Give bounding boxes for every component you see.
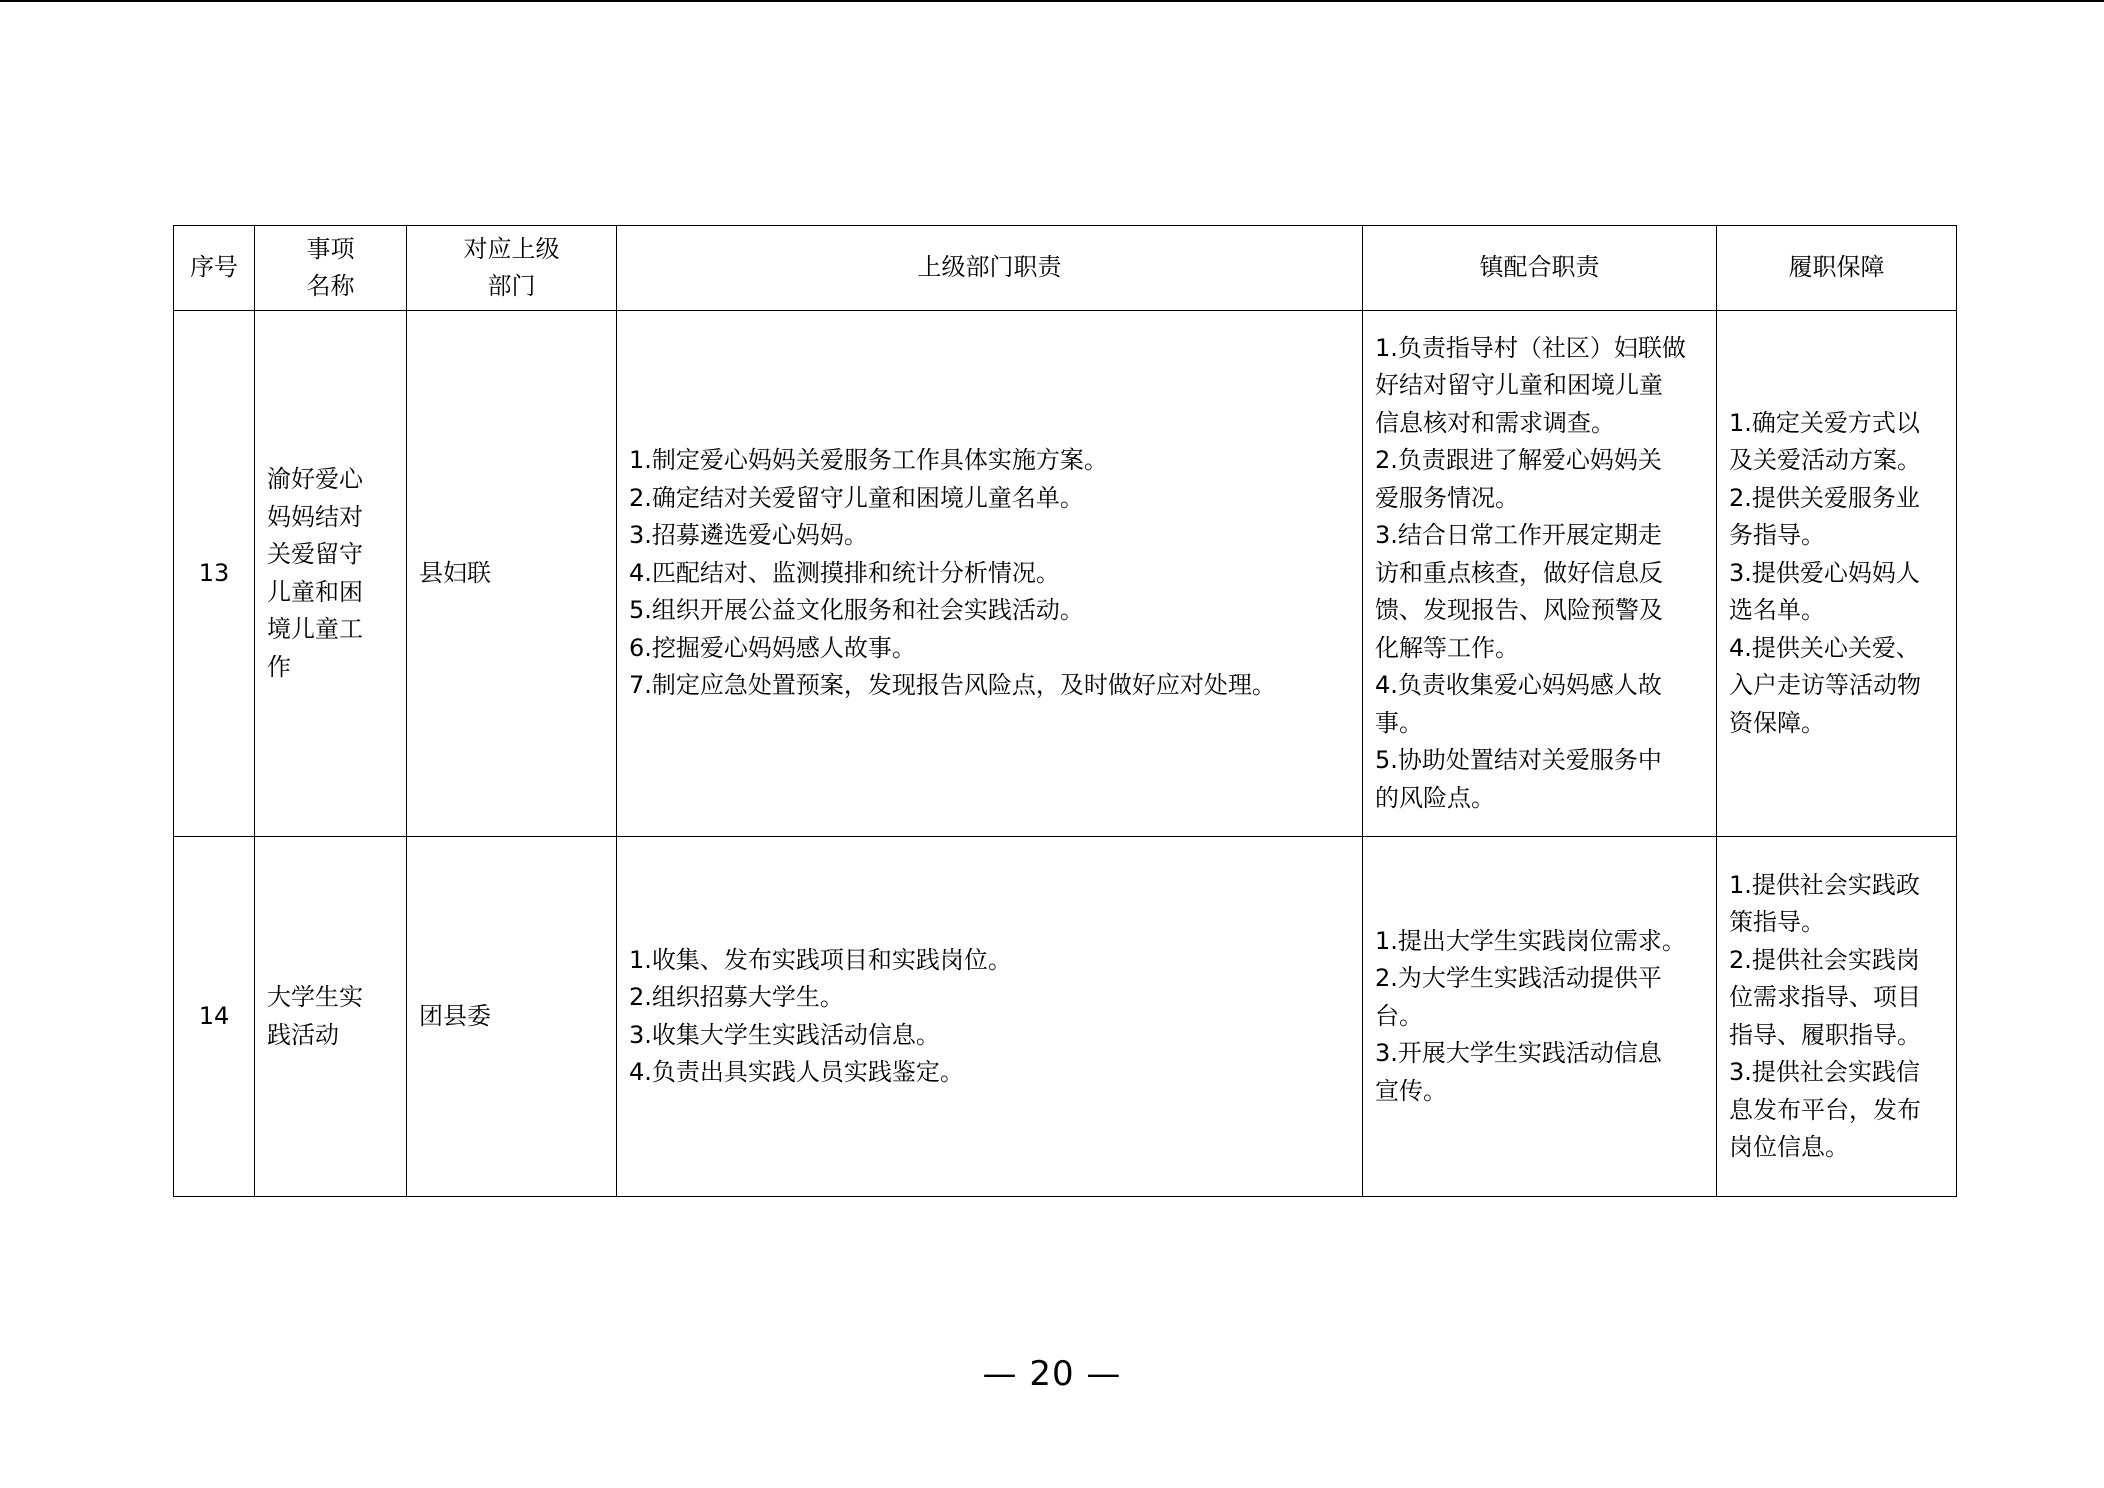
town-duty-line: 4.负责收集爱心妈妈感人故 — [1375, 671, 1662, 700]
town-duty-line: 馈、发现报告、风险预警及 — [1375, 596, 1663, 625]
upper-duty-item: 7.制定应急处置预案，发现报告风险点，及时做好应对处理。 — [629, 671, 1276, 700]
table-row — [174, 837, 1957, 1197]
upper-duty-item: 4.负责出具实践人员实践鉴定。 — [629, 1058, 964, 1086]
upper-duty-item: 1.制定爱心妈妈关爱服务工作具体实施方案。 — [629, 446, 1108, 475]
header-guarantee: 履职保障 — [1717, 226, 1957, 311]
guarantee-line: 岗位信息。 — [1729, 1133, 1849, 1161]
row-town-duty — [1363, 311, 1717, 837]
row-upper-duty — [617, 837, 1363, 1197]
row-seq: 14 — [174, 837, 255, 1197]
guarantee-line: 入户走访等活动物 — [1729, 671, 1921, 700]
town-duty-line: 3.结合日常工作开展定期走 — [1375, 521, 1662, 550]
item-name-line: 关爱留守 — [267, 540, 363, 568]
town-duty-line: 1.负责指导村（社区）妇联做 — [1375, 333, 1686, 362]
header-dept-line: 对应上级 — [463, 234, 560, 263]
header-seq: 序号 — [174, 226, 255, 311]
item-name-line: 渝好爱心 — [267, 465, 363, 493]
town-duty-line: 5.协助处置结对关爱服务中 — [1375, 746, 1662, 775]
row-guarantee — [1717, 837, 1957, 1197]
upper-duty-item: 5.组织开展公益文化服务和社会实践活动。 — [629, 596, 1084, 625]
item-name-line: 作 — [267, 652, 291, 681]
town-duty-line: 好结对留守儿童和困境儿童 — [1375, 371, 1663, 400]
town-duty-line: 访和重点核查，做好信息反 — [1375, 558, 1663, 587]
duty-table — [173, 225, 1957, 1197]
header-town-duty: 镇配合职责 — [1363, 226, 1717, 311]
header-upper-duty: 上级部门职责 — [617, 226, 1363, 311]
guarantee-line: 及关爱活动方案。 — [1729, 446, 1921, 475]
guarantee-line: 息发布平台，发布 — [1729, 1095, 1921, 1124]
town-duty-line: 2.负责跟进了解爱心妈妈关 — [1375, 446, 1662, 475]
item-name-line: 大学生实 — [267, 983, 363, 1011]
guarantee-line: 3.提供爱心妈妈人 — [1729, 558, 1920, 587]
guarantee-line: 2.提供关爱服务业 — [1729, 483, 1920, 512]
item-name-line: 践活动 — [267, 1020, 339, 1049]
guarantee-line: 4.提供关心关爱、 — [1729, 633, 1920, 662]
guarantee-line: 指导、履职指导。 — [1729, 1020, 1921, 1049]
item-name-line: 妈妈结对 — [267, 502, 363, 531]
row-seq: 13 — [174, 311, 255, 837]
top-border-line — [0, 0, 2104, 2]
table-row — [174, 311, 1957, 837]
town-duty-line: 化解等工作。 — [1375, 633, 1519, 662]
row-item-name — [255, 837, 407, 1197]
item-name-line: 儿童和困 — [267, 577, 363, 606]
upper-duty-item: 2.确定结对关爱留守儿童和困境儿童名单。 — [629, 483, 1084, 512]
item-name-line: 境儿童工 — [267, 615, 363, 643]
upper-duty-item: 6.挖掘爱心妈妈感人故事。 — [629, 633, 916, 662]
town-duty-line: 事。 — [1375, 708, 1423, 737]
guarantee-line: 务指导。 — [1729, 521, 1825, 550]
header-name — [255, 226, 407, 311]
row-upper-dept: 团县委 — [407, 837, 617, 1197]
upper-duty-item: 3.收集大学生实践活动信息。 — [629, 1020, 940, 1049]
header-dept — [407, 226, 617, 311]
guarantee-line: 1.确定关爱方式以 — [1729, 408, 1920, 437]
upper-duty-item: 4.匹配结对、监测摸排和统计分析情况。 — [629, 558, 1060, 587]
town-duty-line: 的风险点。 — [1375, 783, 1495, 812]
guarantee-line: 2.提供社会实践岗 — [1729, 945, 1920, 974]
row-town-duty — [1363, 837, 1717, 1197]
town-duty-line: 台。 — [1375, 1001, 1423, 1030]
guarantee-line: 1.提供社会实践政 — [1729, 870, 1920, 899]
page-number: — 20 — — [982, 1354, 1122, 1394]
header-row — [174, 226, 1957, 311]
row-guarantee — [1717, 311, 1957, 837]
town-duty-line: 3.开展大学生实践活动信息 — [1375, 1039, 1662, 1068]
guarantee-line: 选名单。 — [1729, 596, 1825, 625]
town-duty-line: 宣传。 — [1375, 1076, 1447, 1105]
row-upper-dept: 县妇联 — [407, 311, 617, 837]
row-item-name — [255, 311, 407, 837]
guarantee-line: 位需求指导、项目 — [1729, 983, 1921, 1011]
town-duty-line: 信息核对和需求调查。 — [1375, 408, 1615, 437]
guarantee-line: 3.提供社会实践信 — [1729, 1058, 1920, 1086]
guarantee-line: 资保障。 — [1729, 708, 1825, 737]
upper-duty-item: 3.招募遴选爱心妈妈。 — [629, 521, 868, 550]
header-dept-line: 部门 — [487, 272, 536, 300]
town-duty-line: 2.为大学生实践活动提供平 — [1375, 964, 1662, 993]
header-name-line: 名称 — [306, 272, 355, 300]
upper-duty-item: 2.组织招募大学生。 — [629, 983, 844, 1011]
row-upper-duty — [617, 311, 1363, 837]
guarantee-line: 策指导。 — [1729, 908, 1825, 936]
header-name-line: 事项 — [306, 234, 355, 263]
town-duty-line: 爱服务情况。 — [1375, 483, 1519, 512]
town-duty-line: 1.提出大学生实践岗位需求。 — [1375, 926, 1686, 955]
upper-duty-item: 1.收集、发布实践项目和实践岗位。 — [629, 945, 1012, 974]
